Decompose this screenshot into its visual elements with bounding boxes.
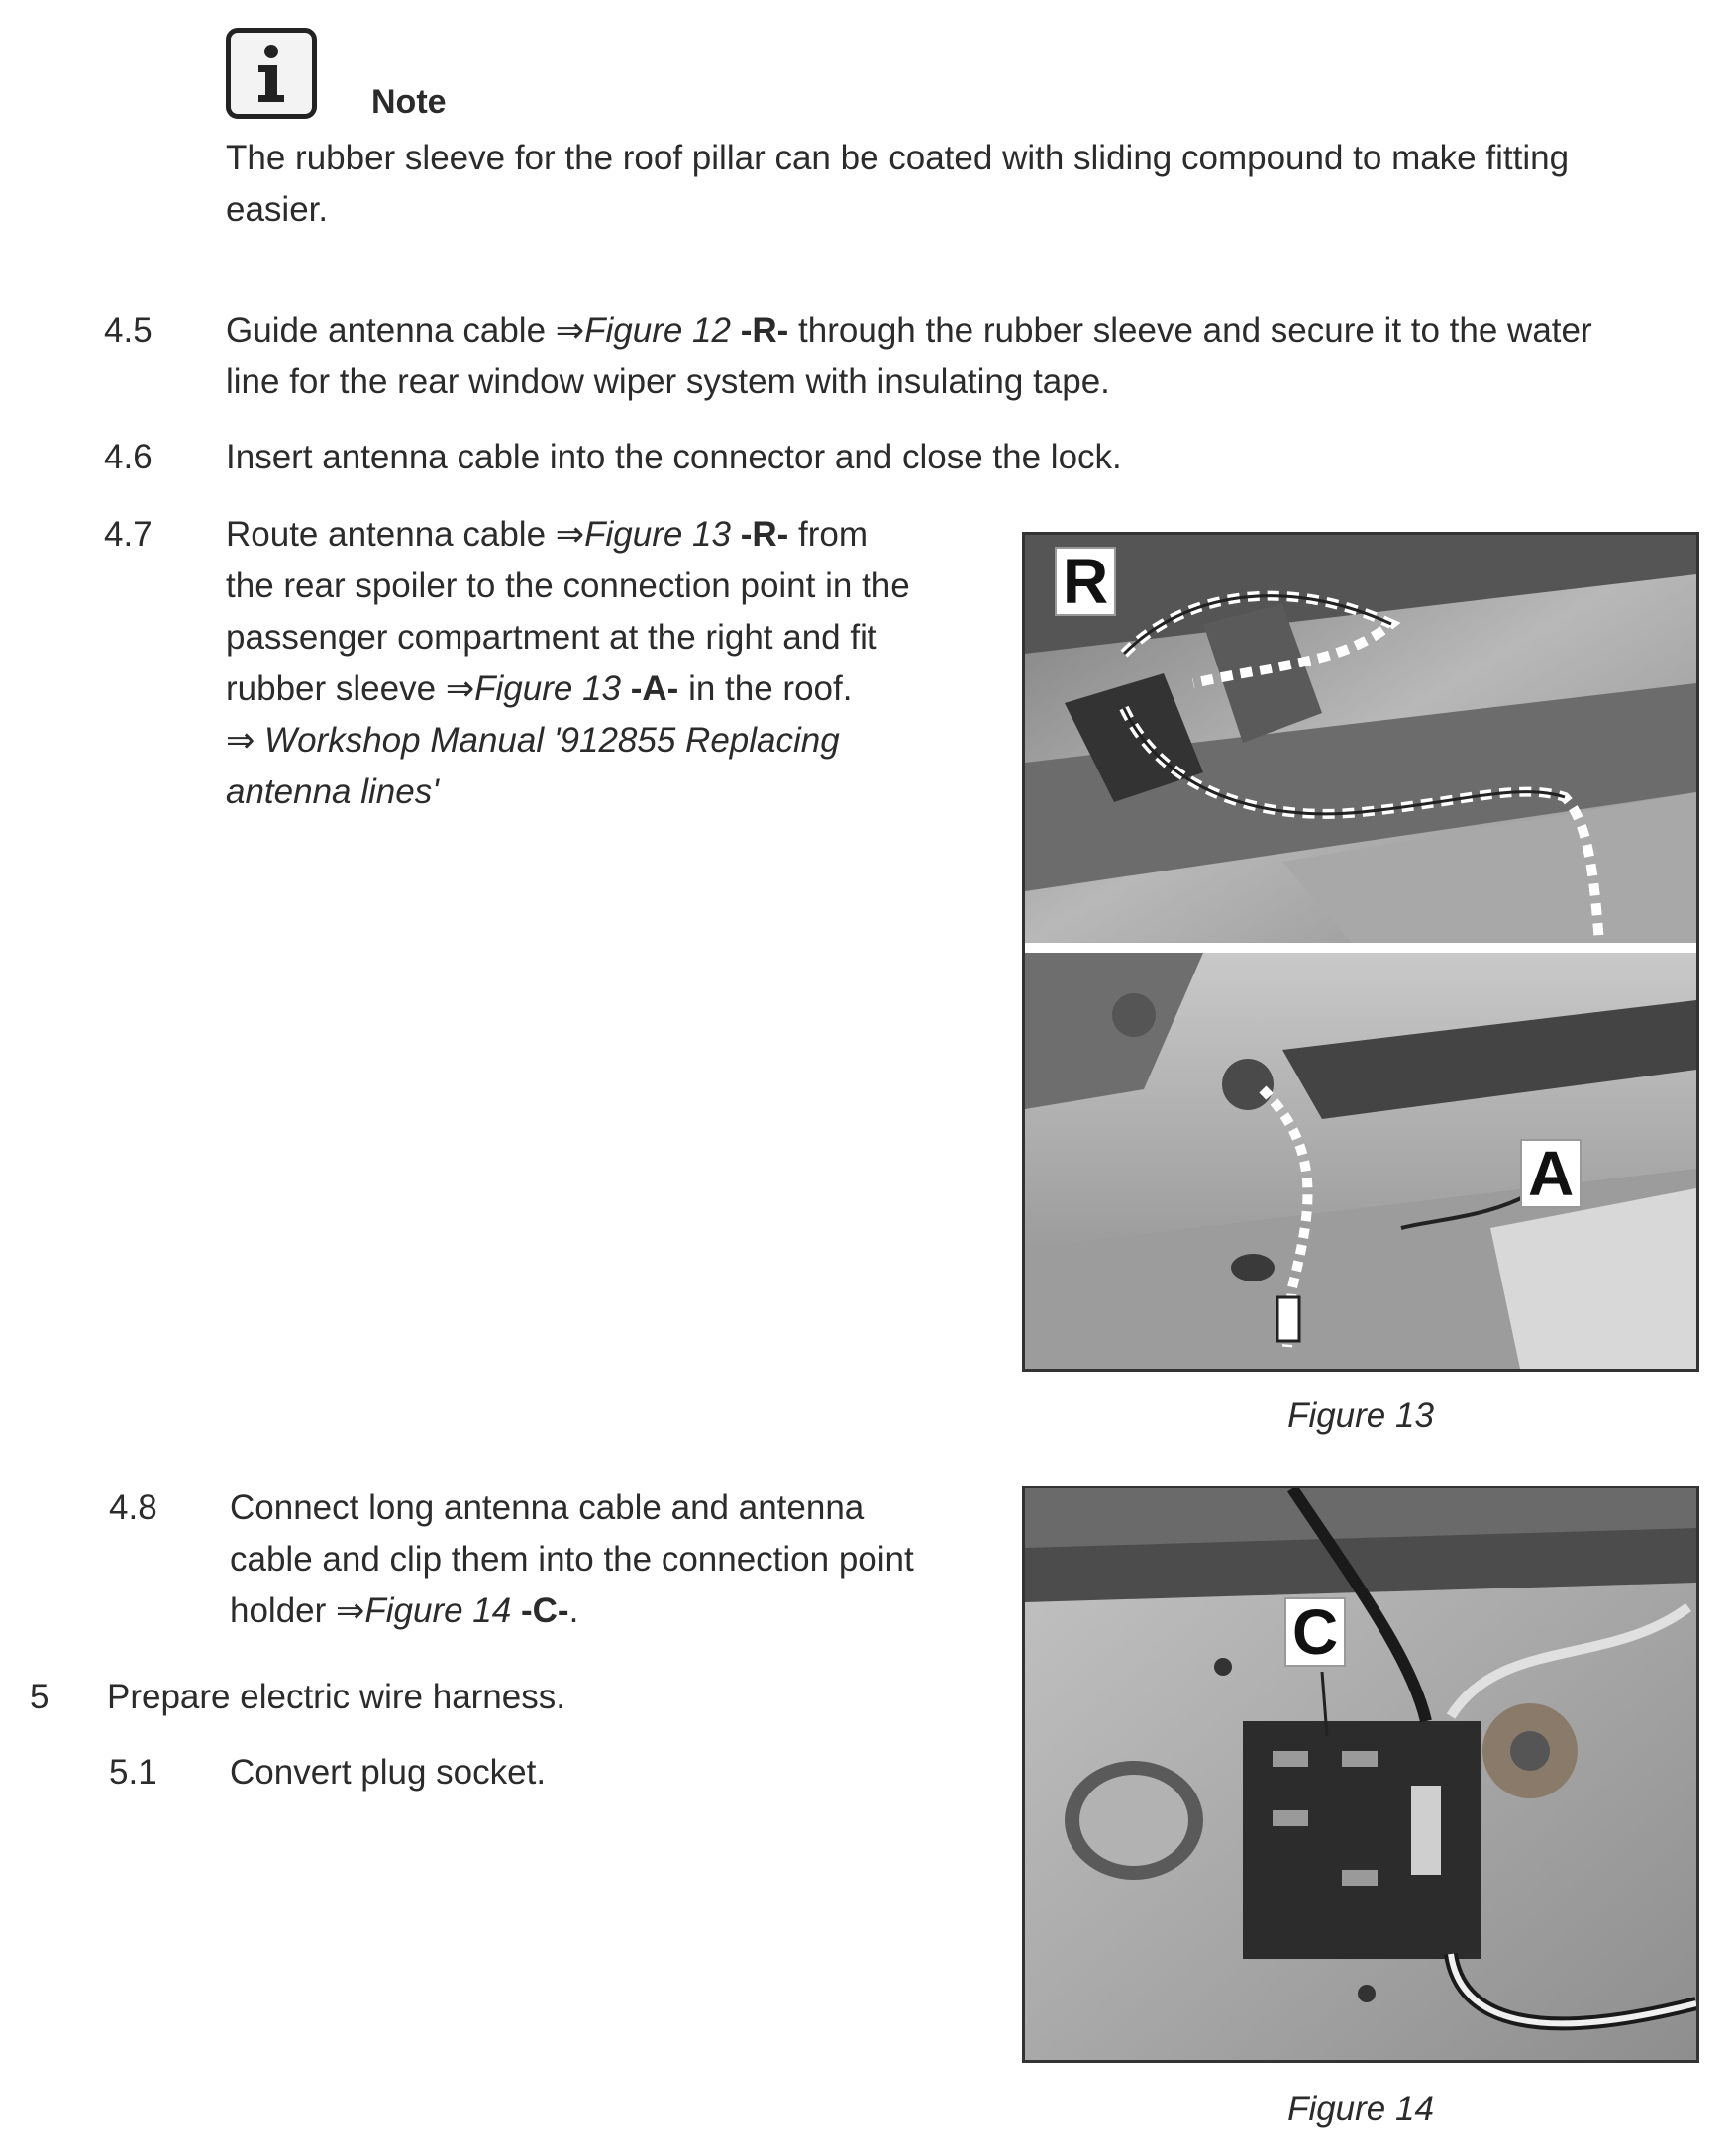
arrow-icon: ⇒ <box>555 515 585 554</box>
figure-link[interactable]: Figure 13 <box>584 515 731 554</box>
step-number: 4.5 <box>104 311 153 350</box>
arrow-icon: ⇒ <box>445 669 475 708</box>
step-number: 4.6 <box>104 438 153 476</box>
ref-label: -R- <box>740 515 789 554</box>
workshop-manual-link-cont[interactable]: antenna lines' <box>226 772 439 811</box>
figure-link[interactable]: Figure 13 <box>474 669 622 708</box>
step-4-7-text: Route antenna cable ⇒Figure 13 -R- from the rear spoiler to the connection point in the passenger compartment at the right and fit rubber sleeve ⇒Figure 13 -A- in the roof. ⇒ Workshop Manual '912855 Replacing antenna lines' <box>226 509 978 818</box>
figure-14-caption: Figure 14 <box>1287 2090 1434 2128</box>
step-4-8-text: Connect long antenna cable and antenna cable and clip them into the connection point holder ⇒Figure 14 -C-. <box>230 1488 914 1630</box>
note-title: Note <box>371 83 447 121</box>
figure-14-photo <box>1022 1486 1699 2063</box>
figure-link[interactable]: Figure 12 <box>584 311 731 350</box>
step-5-1-text: Convert plug socket. <box>230 1753 547 1792</box>
workshop-manual-link[interactable]: ⇒ Workshop Manual '912855 Replacing <box>226 721 840 760</box>
figure-13-caption: Figure 13 <box>1287 1396 1434 1435</box>
arrow-icon: ⇒ <box>555 311 585 350</box>
step-4-5-text: Guide antenna cable ⇒Figure 12 -R- through the rubber sleeve and secure it to the water line for the rear window wiper system with insulating tape. <box>226 311 1592 401</box>
step-number: 5 <box>30 1678 50 1716</box>
label-r: R <box>1055 547 1116 616</box>
step-number: 5.1 <box>109 1753 157 1792</box>
step-4-6-text: Insert antenna cable into the connector and close the lock. <box>226 438 1122 476</box>
step-number: 4.8 <box>109 1488 157 1527</box>
ref-label: -C- <box>520 1591 569 1630</box>
step-number: 4.7 <box>104 515 153 554</box>
arrow-icon: ⇒ <box>336 1591 365 1630</box>
figure-link[interactable]: Figure 14 <box>364 1591 512 1630</box>
note-text: The rubber sleeve for the roof pillar can be coated with sliding compound to make fitting easier. <box>226 139 1570 229</box>
label-c: C <box>1284 1597 1346 1667</box>
info-icon <box>226 28 317 119</box>
label-a: A <box>1520 1139 1582 1208</box>
ref-label: -A- <box>630 669 679 708</box>
step-5-text: Prepare electric wire harness. <box>107 1678 565 1716</box>
figure-13-photo <box>1022 532 1699 1372</box>
ref-label: -R- <box>740 311 789 350</box>
